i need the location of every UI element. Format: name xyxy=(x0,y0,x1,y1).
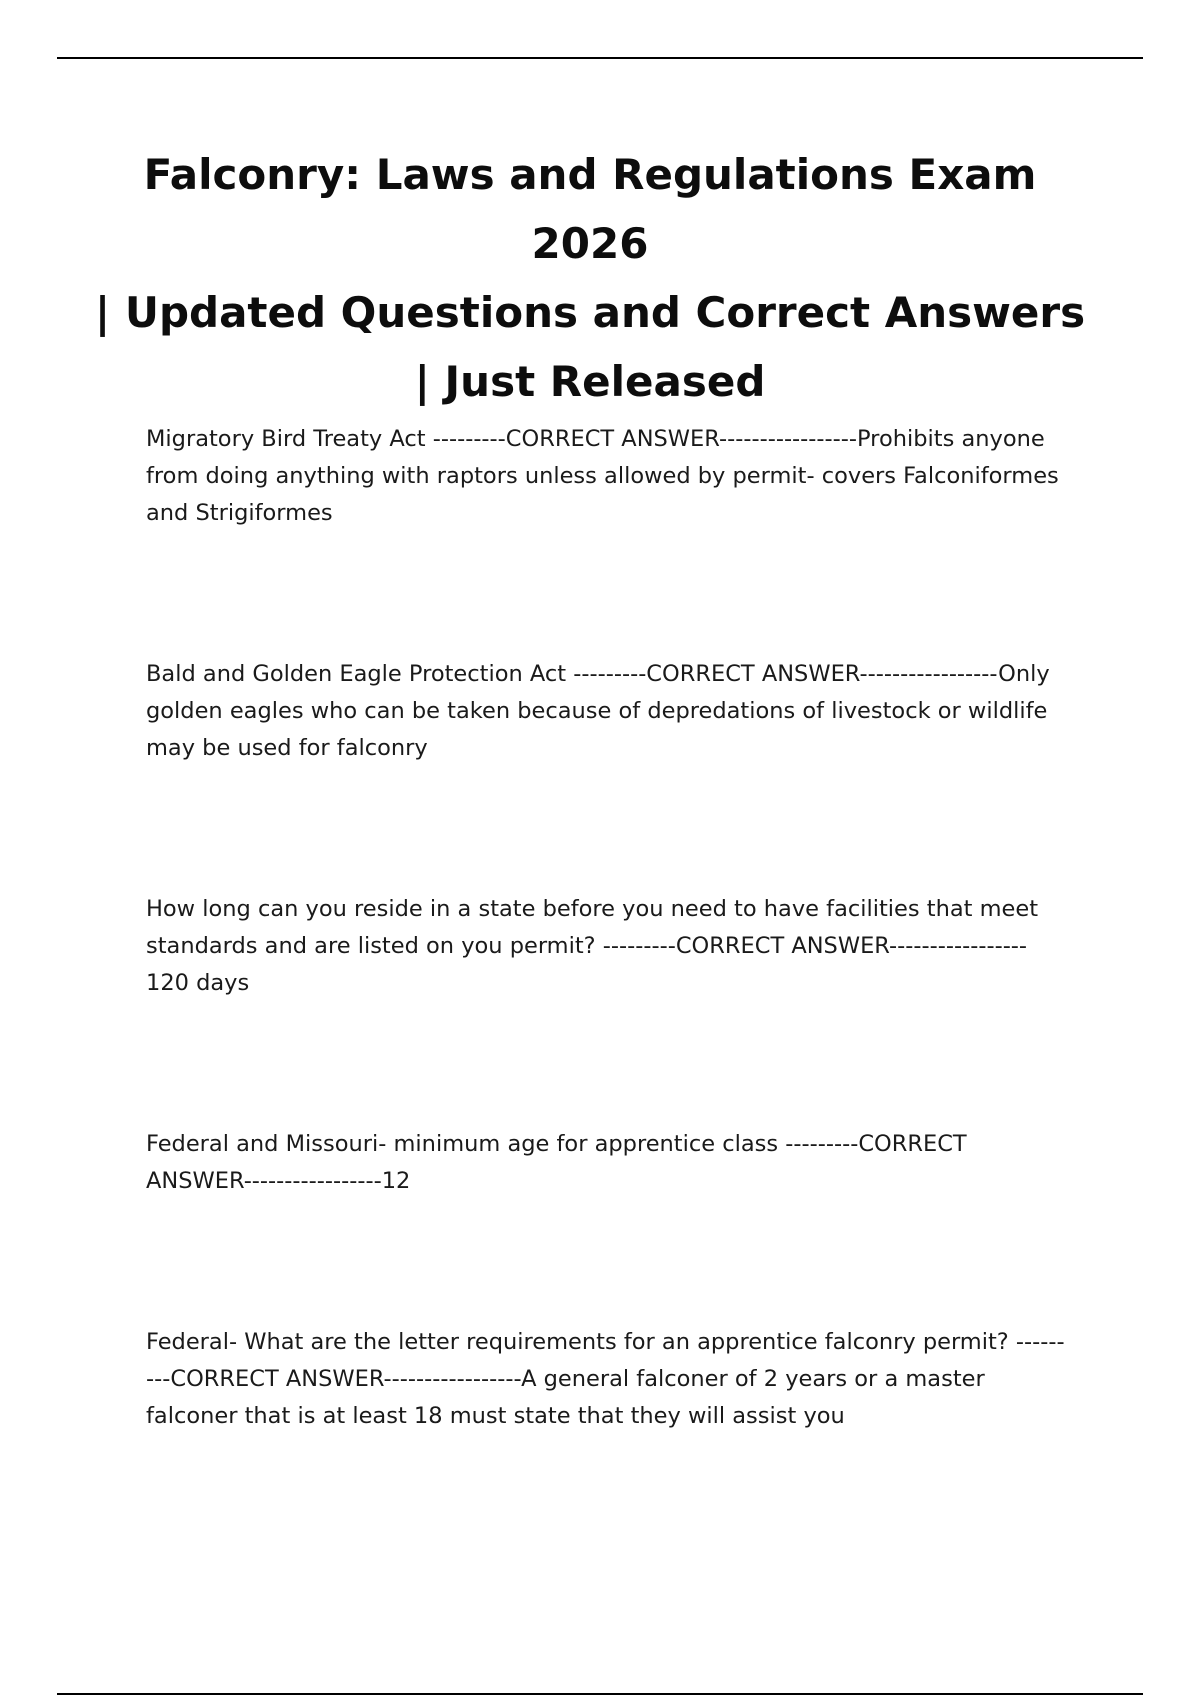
qa-line: 120 days xyxy=(146,970,250,996)
qa-item-state-residence xyxy=(146,891,1096,1002)
qa-line: falconer that is at least 18 must state that they will assist you xyxy=(146,1403,845,1429)
page-title xyxy=(90,140,1090,416)
qa-line: ---CORRECT ANSWER-----------------A general falconer of 2 years or a master xyxy=(146,1366,985,1392)
qa-line: ANSWER-----------------12 xyxy=(146,1168,411,1194)
qa-line: from doing anything with raptors unless allowed by permit- covers Falconiformes xyxy=(146,463,1059,489)
qa-line: may be used for falconry xyxy=(146,735,428,761)
bottom-rule xyxy=(57,1693,1143,1695)
qa-item-eagle-protection-act xyxy=(146,656,1096,767)
qa-line: golden eagles who can be taken because of depredations of livestock or wildlife xyxy=(146,698,1048,724)
qa-line: Migratory Bird Treaty Act ---------CORRECT ANSWER-----------------Prohibits anyone xyxy=(146,426,1045,452)
qa-line: Federal- What are the letter requirements for an apprentice falconry permit? ------ xyxy=(146,1329,1065,1355)
top-rule xyxy=(57,57,1143,59)
qa-item-letter-requirements xyxy=(146,1324,1096,1435)
qa-line: Federal and Missouri- minimum age for apprentice class ---------CORRECT xyxy=(146,1131,967,1157)
qa-line: and Strigiformes xyxy=(146,500,333,526)
qa-line: Bald and Golden Eagle Protection Act ---------CORRECT ANSWER-----------------Only xyxy=(146,661,1050,687)
qa-item-minimum-age xyxy=(146,1126,1096,1200)
title-line: | Updated Questions and Correct Answers xyxy=(94,288,1086,337)
title-line: | Just Released xyxy=(414,357,766,406)
qa-line: standards and are listed on you permit? ---------CORRECT ANSWER----------------- xyxy=(146,933,1028,959)
qa-line: How long can you reside in a state before you need to have facilities that meet xyxy=(146,896,1039,922)
title-line: Falconry: Laws and Regulations Exam 2026 xyxy=(143,150,1037,268)
qa-item-migratory-bird-treaty-act xyxy=(146,421,1096,532)
